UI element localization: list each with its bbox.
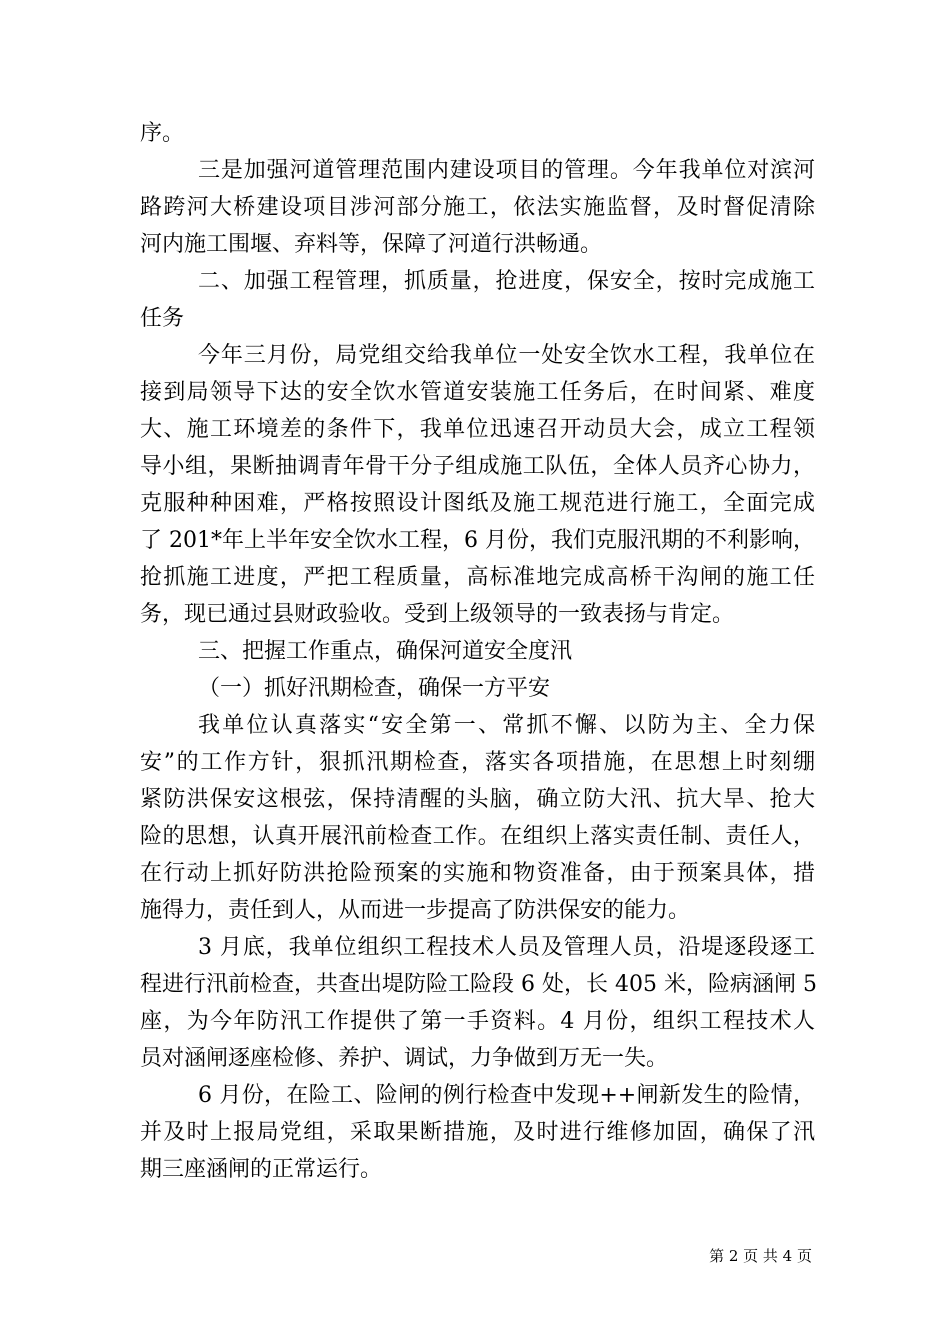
text-line: 座，为今年防汛工作提供了第一手资料。4 月份，组织工程技术人 (140, 1009, 815, 1034)
text-line: 抢抓施工进度，严把工程质量，高标准地完成高桥干沟闸的施工任 (140, 565, 815, 590)
text-line: 期三座涵闸的正常运行。 (140, 1157, 383, 1182)
text-line: 今年三月份，局党组交给我单位一处安全饮水工程，我单位在 (198, 343, 815, 368)
text-line: 程进行汛前检查，共查出堤防险工险段 6 处，长 405 米，险病涵闸 5 (140, 972, 817, 997)
text-line: 我单位认真落实“安全第一、常抓不懈、以防为主、全力保 (198, 713, 815, 738)
text-line: 三是加强河道管理范围内建设项目的管理。今年我单位对滨河 (198, 158, 815, 183)
text-line: 安”的工作方针，狠抓汛期检查，落实各项措施，在思想上时刻绷 (140, 750, 815, 775)
text-line: 6 月份，在险工、险闸的例行检查中发现++闸新发生的险情， (198, 1083, 815, 1108)
page-number-label: 第 2 页 共 4 页 (709, 1247, 812, 1265)
text-line: 大、施工环境差的条件下，我单位迅速召开动员大会，成立工程领 (140, 417, 815, 442)
text-line: 二、加强工程管理，抓质量，抢进度，保安全，按时完成施工 (198, 269, 815, 294)
text-line: 序。 (140, 121, 185, 146)
text-line: 导小组，果断抽调青年骨干分子组成施工队伍，全体人员齐心协力， (140, 454, 815, 479)
text-line: 克服种种困难，严格按照设计图纸及施工规范进行施工，全面完成 (140, 491, 815, 516)
text-line: 险的思想，认真开展汛前检查工作。在组织上落实责任制、责任人， (140, 824, 815, 849)
text-line: 了 201*年上半年安全饮水工程，6 月份，我们克服汛期的不利影响， (140, 528, 815, 553)
text-line: 接到局领导下达的安全饮水管道安装施工任务后，在时间紧、难度 (140, 380, 815, 405)
text-line: 三、把握工作重点，确保河道安全度汛 (198, 639, 573, 664)
text-line: 员对涵闸逐座检修、养护、调试，力争做到万无一失。 (140, 1046, 669, 1071)
text-line: 施得力，责任到人，从而进一步提高了防洪保安的能力。 (140, 898, 691, 923)
text-line: （一）抓好汛期检查，确保一方平安 (198, 676, 551, 701)
text-line: 紧防洪保安这根弦，保持清醒的头脑，确立防大汛、抗大旱、抢大 (140, 787, 815, 812)
text-line: 路跨河大桥建设项目涉河部分施工，依法实施监督，及时督促清除 (140, 195, 815, 220)
text-line: 3 月底，我单位组织工程技术人员及管理人员，沿堤逐段逐工 (198, 935, 815, 960)
document-body (140, 115, 815, 1188)
page-footer (140, 1246, 812, 1266)
text-line: 在行动上抓好防洪抢险预案的实施和物资准备，由于预案具体，措 (140, 861, 815, 886)
text-line: 河内施工围堰、弃料等，保障了河道行洪畅通。 (140, 232, 603, 257)
text-line: 任务 (140, 306, 185, 331)
text-line: 务，现已通过县财政验收。受到上级领导的一致表扬与肯定。 (140, 602, 735, 627)
text-line: 并及时上报局党组，采取果断措施，及时进行维修加固，确保了汛 (140, 1120, 815, 1145)
